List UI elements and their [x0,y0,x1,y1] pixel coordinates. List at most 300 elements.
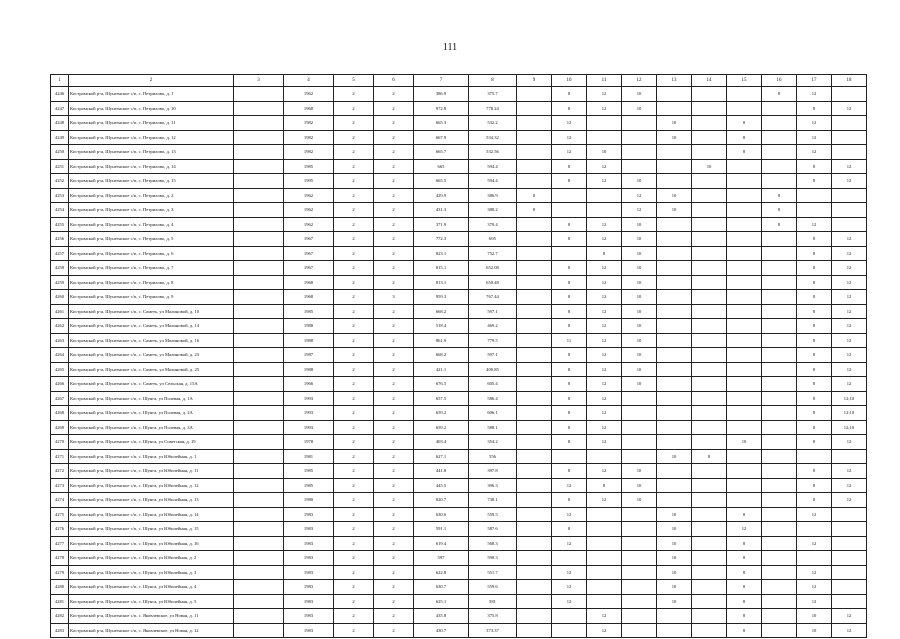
table-cell [762,623,797,638]
table-cell: 4262 [51,319,69,334]
address-cell: Костромской р-н, Шунгенское с/п, с. Шунга, ул Юбилейная, д. 2 [69,551,234,566]
table-row [51,333,867,348]
table-cell: 386.9 [469,188,517,203]
table-cell: 8 [552,275,587,290]
table-cell [762,609,797,624]
table-cell: 10 [622,275,657,290]
table-cell: 10 [622,478,657,493]
table-cell: 4265 [51,362,69,377]
table-cell [234,609,284,624]
table-cell: 2 [334,203,374,218]
table-cell: 10 [622,217,657,232]
table-cell: 12 [587,609,622,624]
table-cell: 2 [334,536,374,551]
column-header: 3 [234,75,284,87]
table-cell [692,290,727,305]
table-cell: 4254 [51,203,69,218]
table-cell: 534.32 [469,130,517,145]
table-cell: 581 [469,594,517,609]
table-cell: 587.6 [469,522,517,537]
table-cell: 1983 [284,507,334,522]
table-cell: 10 [657,522,692,537]
table-cell: 2 [374,406,414,421]
table-cell: 10 [657,594,692,609]
table-cell: 556 [469,449,517,464]
table-cell: 12 [832,261,867,276]
table-cell: 1993 [284,406,334,421]
table-cell [657,159,692,174]
table-cell: 1966 [284,377,334,392]
table-row [51,261,867,276]
table-cell [692,145,727,160]
address-cell: Костромской р-н, Шунгенское с/п, с. Петрилово, д. 10 [69,101,234,116]
table-cell: 10 [657,551,692,566]
address-cell: Костромской р-н, Шунгенское с/п, с. Саметь, ул Малиновой, д. 23 [69,348,234,363]
table-cell [762,406,797,421]
table-cell [762,435,797,450]
table-cell: 772.3 [414,232,469,247]
table-cell [797,188,832,203]
table-cell: 2 [334,130,374,145]
table-cell: 12 [832,275,867,290]
table-cell [832,580,867,595]
table-cell: 1982 [284,116,334,131]
table-cell: 4259 [51,275,69,290]
table-cell: 8 [727,580,762,595]
table-cell: 752.7 [469,246,517,261]
table-cell: 370.4 [469,217,517,232]
table-cell: 12;10 [832,406,867,421]
table-cell [762,130,797,145]
table-cell: 12 [587,420,622,435]
table-cell: 10 [657,188,692,203]
table-cell: 12 [797,217,832,232]
table-cell [692,319,727,334]
table-cell: 1995 [284,174,334,189]
table-cell [657,623,692,638]
table-cell: 659.2 [414,420,469,435]
table-cell [587,116,622,131]
table-cell: 668.2 [414,304,469,319]
table-cell: 2 [334,290,374,305]
table-cell [762,319,797,334]
table-cell: 10 [622,87,657,102]
table-cell [622,594,657,609]
table-cell [552,609,587,624]
table-cell: 4275 [51,507,69,522]
address-cell: Костромской р-н, Шунгенское с/п, с. Шунга, ул Юбилейная, д. 16 [69,536,234,551]
table-cell [727,493,762,508]
table-cell [692,623,727,638]
table-cell: 695 [469,232,517,247]
table-cell: 8 [797,174,832,189]
table-cell: 619.4 [414,536,469,551]
table-cell: 12 [832,159,867,174]
table-cell [692,536,727,551]
table-cell [657,435,692,450]
table-cell: 12 [587,319,622,334]
table-cell: 1962 [284,203,334,218]
table-cell [587,551,622,566]
table-cell: 2 [334,478,374,493]
table-row [51,174,867,189]
table-row [51,275,867,290]
table-row [51,493,867,508]
table-cell: 2 [374,304,414,319]
table-cell: 12 [622,203,657,218]
table-cell: 630.7 [414,580,469,595]
table-cell [832,217,867,232]
table-cell [762,348,797,363]
address-cell: Костромской р-н, Шунгенское с/п, с. Саметь, ул Малиновой, д. 10 [69,304,234,319]
table-cell: 2 [334,522,374,537]
column-header: 6 [374,75,414,87]
table-cell: 1985 [284,159,334,174]
table-cell [692,594,727,609]
table-cell: 10 [622,377,657,392]
table-cell: 823.1 [414,246,469,261]
table-cell: 2 [374,522,414,537]
table-cell [727,319,762,334]
table-cell: 8 [797,478,832,493]
table-cell: 1968 [284,275,334,290]
column-header: 14 [692,75,727,87]
table-cell [234,522,284,537]
table-cell: 10 [657,536,692,551]
table-cell: 373.37 [469,623,517,638]
table-cell [692,580,727,595]
page-number: 111 [442,42,458,53]
table-cell [622,449,657,464]
table-cell [234,159,284,174]
table-cell: 8 [727,507,762,522]
table-cell: 665 [414,159,469,174]
table-cell [517,319,552,334]
table-cell: 4250 [51,145,69,160]
table-cell: 2 [374,116,414,131]
table-cell [657,304,692,319]
table-cell: 4276 [51,522,69,537]
table-cell [622,551,657,566]
table-cell: 8 [552,174,587,189]
table-cell [727,449,762,464]
table-cell: 375.8 [469,609,517,624]
table-cell: 12 [587,348,622,363]
table-cell: 12 [797,536,832,551]
table-cell: 12 [727,522,762,537]
table-cell: 559.5 [469,507,517,522]
table-cell [762,565,797,580]
table-cell: 12 [587,333,622,348]
table-cell [234,536,284,551]
table-cell [622,522,657,537]
table-cell [517,275,552,290]
table-cell: 659.2 [414,406,469,421]
table-cell: 2 [334,551,374,566]
table-cell: 8 [552,217,587,232]
table-cell: 4279 [51,565,69,580]
table-cell [727,217,762,232]
table-cell: 4246 [51,87,69,102]
table-cell: 430.7 [414,623,469,638]
table-cell: 2 [374,130,414,145]
table-cell: 594.4 [469,174,517,189]
table-cell [234,507,284,522]
address-cell: Костромской р-н, Шунгенское с/п, с. Шунга, ул Юбилейная, д. 1 [69,449,234,464]
table-body [51,87,867,638]
table-row [51,623,867,638]
table-cell [832,188,867,203]
table-cell [762,145,797,160]
table-cell: 2 [374,101,414,116]
column-header: 10 [552,75,587,87]
table-cell: 8 [797,319,832,334]
column-header: 17 [797,75,832,87]
table-cell: 4264 [51,348,69,363]
table-row [51,246,867,261]
table-cell: 12 [552,116,587,131]
table-cell: 8 [797,246,832,261]
table-cell: 4280 [51,580,69,595]
table-cell: 590.3 [469,551,517,566]
table-cell [797,203,832,218]
table-cell: 4271 [51,449,69,464]
table-cell [832,87,867,102]
table-cell: 667.9 [414,130,469,145]
table-cell [727,275,762,290]
table-cell: 10 [622,290,657,305]
table-cell: 8 [727,130,762,145]
table-cell [727,362,762,377]
table-cell [692,333,727,348]
table-cell: 861.9 [414,333,469,348]
table-cell: 10 [622,261,657,276]
table-cell: 12 [832,464,867,479]
table-cell [832,536,867,551]
table-cell [587,536,622,551]
table-cell: 4255 [51,217,69,232]
table-cell: 12 [832,362,867,377]
table-cell [517,116,552,131]
table-cell [517,391,552,406]
table-cell: 8 [797,159,832,174]
table-cell: 8 [727,623,762,638]
table-cell: 12 [797,507,832,522]
table-cell [762,261,797,276]
table-cell: 8 [587,246,622,261]
table-cell: 4266 [51,377,69,392]
table-cell: 8 [552,420,587,435]
table-cell: 2 [374,319,414,334]
table-cell [517,145,552,160]
table-cell: 1968 [284,101,334,116]
table-cell [692,203,727,218]
table-row [51,130,867,145]
table-cell: 12 [587,101,622,116]
table-cell [832,203,867,218]
table-cell: 8 [587,478,622,493]
table-cell: 8 [727,536,762,551]
table-cell [234,333,284,348]
table-cell [727,406,762,421]
table-cell: 1988 [284,319,334,334]
table-cell [832,551,867,566]
table-cell: 8 [797,391,832,406]
table-cell: 4283 [51,623,69,638]
table-cell [657,232,692,247]
address-cell: Костромской р-н, Шунгенское с/п, с. Петрилово, д. 11 [69,116,234,131]
table-cell [517,348,552,363]
address-cell: Костромской р-н, Шунгенское с/п, с. Шунга, ул Советская, д. 19 [69,435,234,450]
table-cell: 10 [622,362,657,377]
table-cell: 591.1 [414,522,469,537]
table-cell: 8 [517,203,552,218]
table-cell [657,217,692,232]
table-cell: 10 [587,145,622,160]
table-cell [657,145,692,160]
table-cell [517,435,552,450]
table-cell: 429.9 [414,188,469,203]
table-cell [692,188,727,203]
table-row [51,435,867,450]
table-cell: 4277 [51,536,69,551]
table-cell [234,203,284,218]
table-cell: 657.5 [414,391,469,406]
table-cell [692,232,727,247]
table-cell [234,377,284,392]
table-cell [727,377,762,392]
table-cell [234,87,284,102]
column-header: 5 [334,75,374,87]
table-cell: 605.4 [469,377,517,392]
table-cell [832,594,867,609]
table-cell [657,319,692,334]
table-cell [727,304,762,319]
table-cell [657,391,692,406]
table-cell [727,246,762,261]
table-cell: 10 [622,493,657,508]
table-cell: 10 [657,449,692,464]
table-cell [762,493,797,508]
table-cell: 10 [622,304,657,319]
table-cell [517,464,552,479]
table-cell [692,420,727,435]
table-cell: 12 [552,580,587,595]
table-cell: 12 [832,478,867,493]
table-cell: 10 [622,333,657,348]
table-cell [657,101,692,116]
table-cell [762,333,797,348]
table-cell: 386.9 [414,87,469,102]
table-cell: 12 [587,290,622,305]
table-cell: 2 [374,507,414,522]
table-cell: 375.7 [469,87,517,102]
table-cell [797,522,832,537]
table-cell: 2 [334,377,374,392]
table-cell [234,319,284,334]
table-cell: 2 [374,377,414,392]
table-cell: 778.24 [469,101,517,116]
table-cell [587,188,622,203]
table-cell: 2 [334,623,374,638]
table-cell [727,290,762,305]
table-cell [622,507,657,522]
table-cell [657,493,692,508]
table-cell: 652.08 [469,261,517,276]
table-cell: 8 [552,159,587,174]
table-cell [727,232,762,247]
table-cell [762,594,797,609]
table-cell: 403.4 [414,435,469,450]
address-cell: Костромской р-н, Шунгенское с/п, с. Шунга, ул Полевая, д. 2А [69,406,234,421]
table-cell: 12 [552,507,587,522]
table-cell: 2 [334,420,374,435]
table-cell: 12 [832,101,867,116]
table-cell: 8 [552,493,587,508]
table-cell [692,435,727,450]
table-cell [517,565,552,580]
table-cell: 606.1 [469,406,517,421]
table-cell [762,507,797,522]
table-cell: 8 [797,348,832,363]
table-cell: 12 [587,623,622,638]
table-cell: 8 [797,333,832,348]
table-cell: 12 [587,362,622,377]
table-cell: 12 [797,87,832,102]
table-cell: 8 [797,101,832,116]
table-cell: 2 [374,362,414,377]
table-cell: 2 [374,609,414,624]
table-cell: 1982 [284,145,334,160]
table-cell: 665.5 [414,174,469,189]
table-cell [657,406,692,421]
table-cell: 10 [622,101,657,116]
table-cell [587,449,622,464]
table-row [51,188,867,203]
table-cell: 8 [727,565,762,580]
table-cell: 8 [727,116,762,131]
table-cell [517,362,552,377]
address-cell: Костромской р-н, Шунгенское с/п, с. Петрилово, д. 5 [69,232,234,247]
table-cell: 12 [832,174,867,189]
table-cell: 8 [727,145,762,160]
table-cell [657,420,692,435]
table-cell: 2 [334,159,374,174]
table-cell: 12 [552,478,587,493]
table-cell: 4282 [51,609,69,624]
table-cell: 431.3 [414,203,469,218]
table-cell [762,246,797,261]
table-cell: 8 [797,420,832,435]
table-cell [657,333,692,348]
table-row [51,391,867,406]
table-cell: 1967 [284,232,334,247]
table-cell [517,420,552,435]
table-cell: 8 [797,261,832,276]
table-cell: 4263 [51,333,69,348]
table-cell [622,420,657,435]
address-cell: Костромской р-н, Шунгенское с/п, с. Петрилово, д. 3 [69,203,234,218]
table-cell: 630.6 [414,507,469,522]
table-cell: 12 [587,174,622,189]
table-cell: 4270 [51,435,69,450]
table-cell [622,116,657,131]
table-cell: 12 [552,594,587,609]
table-cell: 1967 [284,261,334,276]
column-header: 12 [622,75,657,87]
table-cell [234,464,284,479]
address-cell: Костромской р-н, Шунгенское с/п, с. Саметь, ул Малиновой, д. 14 [69,319,234,334]
